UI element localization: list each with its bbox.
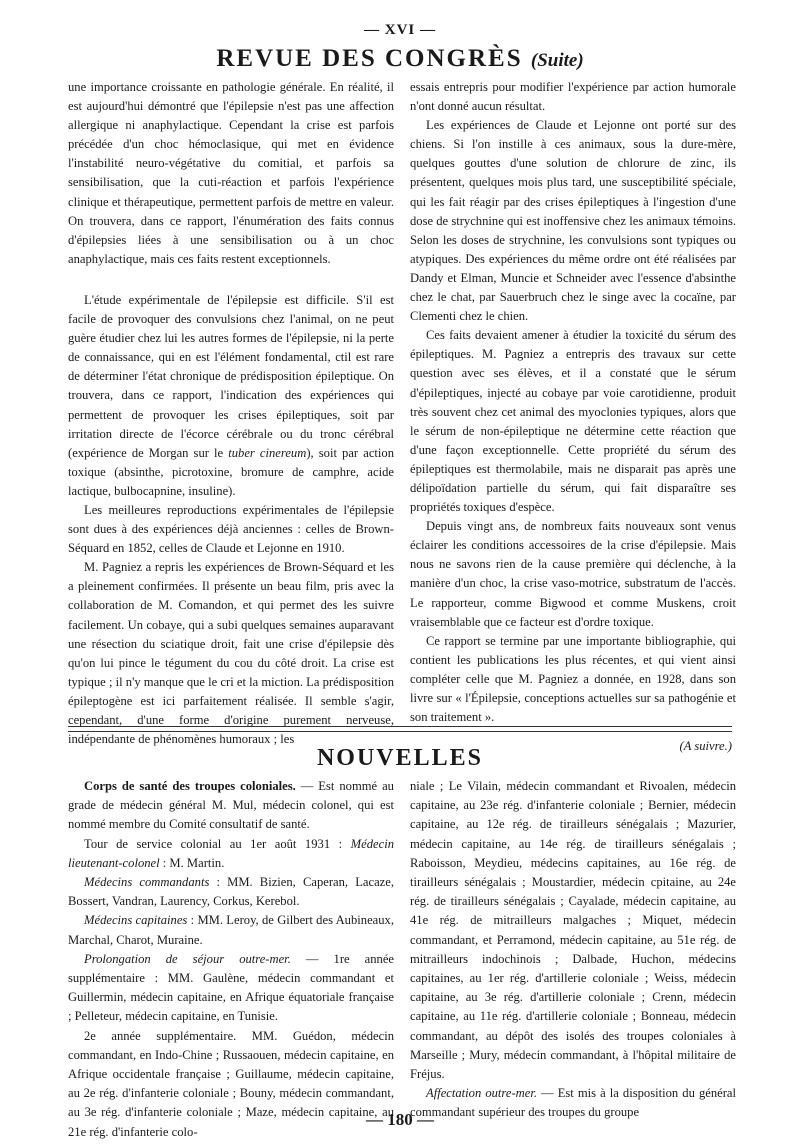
section-title — [0, 45, 800, 73]
paragraph: Les expériences de Claude et Lejonne ont porté sur des chiens. Si l'on instille à ces animaux, sous la dure-mère, quelques gouttes d'une solution de chlorure de zinc, ils présentent, quelques mois plus tard, une susceptibilité spéciale, qui les fait réagir par des crises épileptiques à l'ingestion d'une dose de strychnine qui est inoffensive chez les animaux témoins. Selon les doses de strychnine, les convulsions sont typiques ou atypiques. Des expériences du même ordre ont été réalisées par Dandy et Elman, Muncie et Schneider avec l'essence d'absinthe chez le chat, par Sauerbruch chez le singe avec la cocaïne, par Clementi chez le chien. — [410, 118, 736, 324]
section-title-text: REVUE DES CONGRÈS — [216, 45, 523, 72]
paragraph: essais entrepris pour modifier l'expérience par action humorale n'ont donné aucun résultat. — [410, 80, 736, 114]
news-right-column — [410, 777, 736, 1123]
section-title-suffix: (Suite) — [530, 50, 584, 71]
paragraph: Ces faits devaient amener à étudier la toxicité du sérum des épileptiques. M. Pagniez a entrepris des travaux sur cette question avec ses élèves, et il a constaté que le sérum d'épileptiques, injecté au cobaye par voie carotidienne, produit très souvent chez cet animal des myoclonies typiques, alors que le sérum de non-épileptique ne détermine cette réaction que d'une façon exceptionnelle. Cette propriété du sérum des épileptiques est thermolabile, mais ne disparait pas après une délipoïdation partielle du sérum, qui fait disparaître ses propriétés toxiques d'espèce. — [410, 328, 736, 515]
section-divider — [68, 731, 732, 732]
to-be-continued: (A suivre.) — [679, 739, 732, 754]
news-left-column — [68, 777, 394, 1142]
section-divider — [68, 726, 732, 727]
congress-right-column — [410, 78, 736, 756]
paragraph: Médecins capitaines : MM. Leroy, de Gilbert des Aubineaux, Marchal, Charot, Muraine. — [68, 913, 394, 947]
paragraph: Tour de service colonial au 1er août 1931 : Médecin lieutenant-colonel : M. Martin. — [68, 836, 394, 870]
paragraph: niale ; Le Vilain, médecin commandant et Rivoalen, médecin capitaine, au 23e rég. d'infanterie coloniale ; Bernier, médecin capitaine, au 12e rég. de tirailleurs sénégalais ; Mazurier, médecin capitaine, au 14e rég. de tirailleurs sénégalais ; Raboisson, Meydieu, médecins capitaines, au 16e rég. de tirailleurs sénégalais ; Moustardier, médecin cpitaine, au 24e rég. de tirailleurs sénégalais ; Cayalade, médecin capitaine, au 41e rég. de mitrailleurs malgaches ; Miquet, médecin commandant, et Perramond, médecin capitaine, au 51e rég. de mitrailleurs indochinois ; Dalbade, Huchon, médecins capitaines, au 1er rég. d'artillerie coloniale ; Weiss, médecin capitaine, au 3e rég. d'artillerie coloniale ; Crenn, médecin capitaine, au 11e rég. d'artillerie coloniale ; Bonneau, médecin commandant, au dépôt des isolés des troupes coloniales à Marseille ; Mury, médecin commandant, à l'hôpital militaire de Fréjus. — [410, 779, 736, 1082]
news-title: NOUVELLES — [316, 745, 484, 771]
paragraph: M. Pagniez a repris les expériences de Brown-Séquard et les a pleinement confirmées. Il présente un beau film, pris avec la collaboration de M. Comandon, et qui permet des les suivre facilement. Un cobaye, qui a subi quelques semaines auparavant une résection du sciatique droit, fait une crise d'épilepsie dès qu'on lui pince le tégument du cou du côté droit. La crise est typique ; il n'y manque que le cri et la miction. La prédisposition épileptogène est ici parfaitement réalisée. Il semble s'agir, cependant, d'une forme d'origine purement nerveuse, indépendante de phénomènes humoraux ; les — [68, 560, 394, 747]
paragraph: L'étude expérimentale de l'épilepsie est difficile. S'il est facile de provoquer des convulsions chez l'animal, on ne peut guère étudier chez lui les autres formes de l'épilepsie, ni la perte de connaissance, qui en est l'élément fondamental, ctil est rare de déterminer l'état chronique de prédisposition épileptique. On trouvera, dans ce rapport, l'indication des expériences qui permettent de provoquer les crises épileptiques, soit par irritation directe de l'écorce cérébrale ou du tronc cérébral (expérience de Morgan sur le tuber cinereum), soit par action toxique (absinthe, picrotoxine, bromure de camphre, acide lactique, bulbocapnine, insuline). — [68, 292, 394, 498]
paragraph: Les meilleures reproductions expérimentales de l'épilepsie sont dues à des expériences déjà anciennes : celles de Brown-Séquard en 1852, celles de Claude et Lejonne en 1910. — [68, 502, 394, 556]
roman-folio: — XVI — — [363, 22, 436, 38]
paragraph: Prolongation de séjour outre-mer. — 1re année supplémentaire : MM. Gaulène, médecin commandant et Guillermin, médecin capitaine, en Afrique équatoriale française ; Pelleteur, médecin capitaine, en Tunisie. — [68, 951, 394, 1024]
paragraph: 2e année supplémentaire. MM. Guédon, médecin commandant, en Indo-Chine ; Russaouen, médecin capitaine, en Afrique occidentale française ; Guillaume, médecin capitaine, au 2e rég. d'infanterie coloniale ; Bouny, médecin commandant, au 3e rég. d'infanterie coloniale ; Maze, médecin capitaine, au 21e rég. d'infanterie colo- — [68, 1028, 394, 1139]
paragraph: Affectation outre-mer. — Est mis à la disposition du général commandant supérieur des troupes du groupe — [410, 1086, 736, 1120]
congress-left-column — [68, 78, 394, 749]
page-number: — 180 — — [366, 1110, 434, 1129]
paragraph: Ce rapport se termine par une importante bibliographie, qui contient les publications les plus récentes, et qui vient ainsi compléter celle que M. Pagniez a donnée, en 1928, dans son livre sur « l'Épilepsie, conceptions actuelles sur sa pathogénie et son traitement ». — [410, 633, 736, 725]
paragraph: Médecins commandants : MM. Bizien, Caperan, Lacaze, Bossert, Vandran, Laurency, Corkus, Kerebol. — [68, 875, 394, 909]
paragraph: Corps de santé des troupes coloniales. — Est nommé au grade de médecin général M. Mul, médecin colonel, qui est nommé membre du Comité consultatif de santé. — [68, 779, 394, 832]
paragraph: Depuis vingt ans, de nombreux faits nouveaux sont venus éclairer les conditions accessoires de la crise d'épilepsie. Mais nous ne savons rien de la cause première qui déclenche, à la manière d'un choc, la crise vaso-motrice, substratum de l'accès. Le rapporteur, comme Bigwood et comme Muskens, croit vraisemblable que ce facteur est d'ordre toxique. — [410, 519, 736, 629]
paragraph: une importance croissante en pathologie générale. En réalité, il est aujourd'hui démontré que l'épilepsie n'est pas une affection allergique ni anaphylactique. Cependant la crise est parfois précédée d'un choc hémoclasique, qui met en évidence l'instabilité neuro-végétative du comitial, et parfois sa sensibilisation, que la cuti-réaction et parfois l'expérience clinique et thérapeutique, permettent parfois de mettre en valeur. On trouvera, dans ce rapport, l'énumération des faits connus d'épilepsies liées à une sensibilisation ou à un choc anaphylactique, mais ces faits restent exceptionnels. — [68, 80, 394, 266]
